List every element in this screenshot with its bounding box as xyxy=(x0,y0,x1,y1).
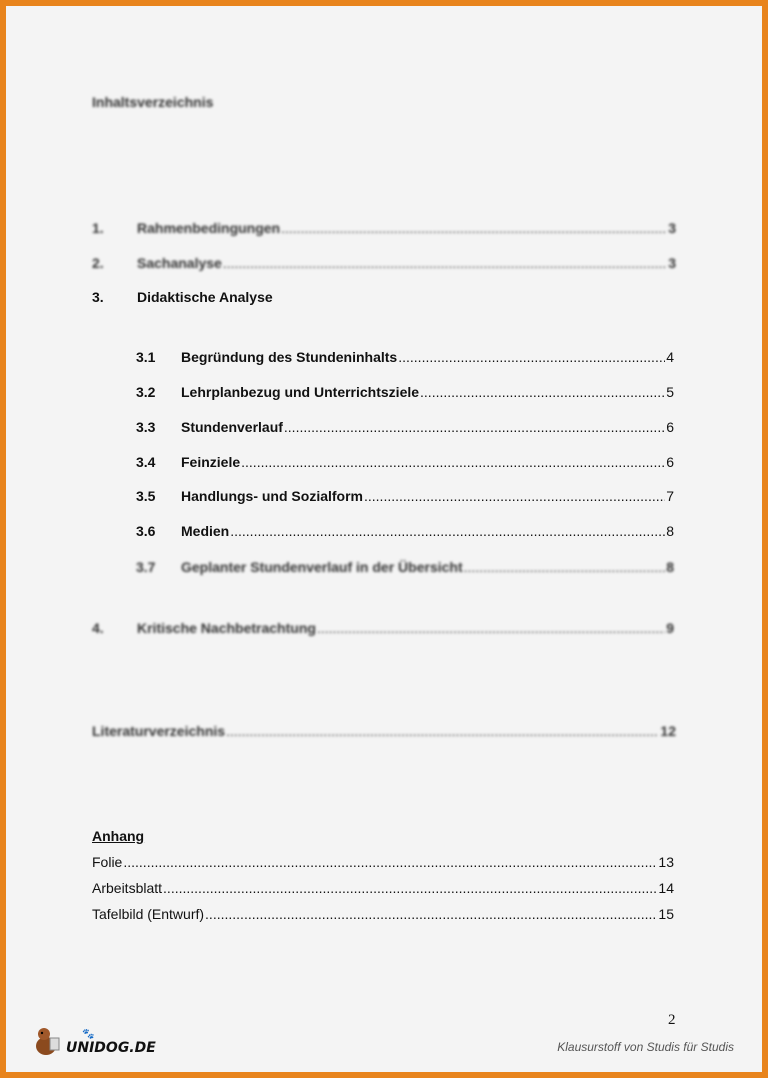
toc-page: 9 xyxy=(666,620,674,636)
toc-number: 2. xyxy=(92,255,104,271)
toc-number: 3.1 xyxy=(136,349,156,365)
toc-entry[interactable] xyxy=(136,559,674,575)
anhang-entry[interactable] xyxy=(92,854,674,870)
toc-number: 3. xyxy=(92,289,104,305)
toc-number: 3.2 xyxy=(136,384,156,400)
toc-page: 8 xyxy=(666,559,674,575)
toc-number: 3.6 xyxy=(136,523,156,539)
literatur-entry[interactable] xyxy=(92,723,676,739)
toc-number: 3.7 xyxy=(136,559,156,575)
footer-tagline: Klausurstoff von Studis für Studis xyxy=(557,1040,734,1054)
anhang-entry[interactable] xyxy=(92,906,674,922)
toc-label: Geplanter Stundenverlauf in der Übersicht xyxy=(181,559,463,575)
toc-number: 4. xyxy=(92,620,104,636)
toc-number: 3.3 xyxy=(136,419,156,435)
toc-page: 7 xyxy=(666,488,674,504)
logo-text: UNIDOG.DE xyxy=(66,1040,156,1056)
anhang-label: Arbeitsblatt xyxy=(92,880,163,896)
anhang-label: Tafelbild (Entwurf) xyxy=(92,906,205,922)
toc-label: Begründung des Stundeninhalts xyxy=(181,349,398,365)
toc-label: Handlungs- und Sozialform xyxy=(181,488,363,504)
dot-leader xyxy=(241,454,665,470)
anhang-page: 14 xyxy=(658,880,674,896)
toc-entry[interactable] xyxy=(92,289,676,305)
toc-label: Sachanalyse xyxy=(137,255,222,271)
toc-page: 5 xyxy=(666,384,674,400)
dot-leader xyxy=(223,255,667,271)
dot-leader xyxy=(163,880,657,896)
dot-leader xyxy=(284,419,665,435)
toc-label: Lehrplanbezug und Unterrichtsziele xyxy=(181,384,420,400)
anhang-entry[interactable] xyxy=(92,880,674,896)
anhang-label: Folie xyxy=(92,854,123,870)
toc-label: Literaturverzeichnis xyxy=(92,723,226,739)
toc-label: Medien xyxy=(181,523,230,539)
toc-page: 3 xyxy=(668,220,676,236)
anhang-page: 15 xyxy=(658,906,674,922)
toc-entry[interactable] xyxy=(92,220,676,236)
document-page xyxy=(6,6,762,1072)
toc-number: 3.5 xyxy=(136,488,156,504)
toc-page: 12 xyxy=(660,723,676,739)
anhang-heading: Anhang xyxy=(92,828,145,844)
toc-page: 8 xyxy=(666,523,674,539)
dot-leader xyxy=(317,620,665,636)
toc-page: 4 xyxy=(666,349,674,365)
dot-leader xyxy=(398,349,665,365)
toc-page: 6 xyxy=(666,419,674,435)
toc-page: 6 xyxy=(666,454,674,470)
anhang-page: 13 xyxy=(658,854,674,870)
toc-label: Kritische Nachbetrachtung xyxy=(137,620,316,636)
toc-label: Stundenverlauf xyxy=(181,419,283,435)
dot-leader xyxy=(205,906,657,922)
dot-leader xyxy=(420,384,665,400)
dot-leader xyxy=(230,523,665,539)
toc-label: Feinziele xyxy=(181,454,241,470)
dot-leader xyxy=(464,559,666,575)
toc-entry[interactable] xyxy=(136,454,674,470)
toc-label: Rahmenbedingungen xyxy=(137,220,281,236)
dot-leader xyxy=(123,854,657,870)
toc-entry[interactable] xyxy=(136,384,674,400)
toc-page: 3 xyxy=(668,255,676,271)
toc-entry[interactable] xyxy=(136,523,674,539)
dot-leader xyxy=(281,220,667,236)
dot-leader xyxy=(364,488,665,504)
toc-number: 1. xyxy=(92,220,104,236)
page-number: 2 xyxy=(668,1012,676,1028)
toc-entry[interactable] xyxy=(136,488,674,504)
dot-leader xyxy=(226,723,659,739)
toc-entry[interactable] xyxy=(92,255,676,271)
paw-icon: 🐾 xyxy=(82,1029,95,1040)
dog-icon xyxy=(32,1026,62,1056)
toc-entry[interactable] xyxy=(136,419,674,435)
unidog-logo xyxy=(32,1026,156,1056)
toc-label: Didaktische Analyse xyxy=(137,289,273,305)
toc-entry[interactable] xyxy=(136,349,674,365)
toc-number: 3.4 xyxy=(136,454,156,470)
toc-entry[interactable] xyxy=(92,620,674,636)
toc-title: Inhaltsverzeichnis xyxy=(92,94,214,110)
